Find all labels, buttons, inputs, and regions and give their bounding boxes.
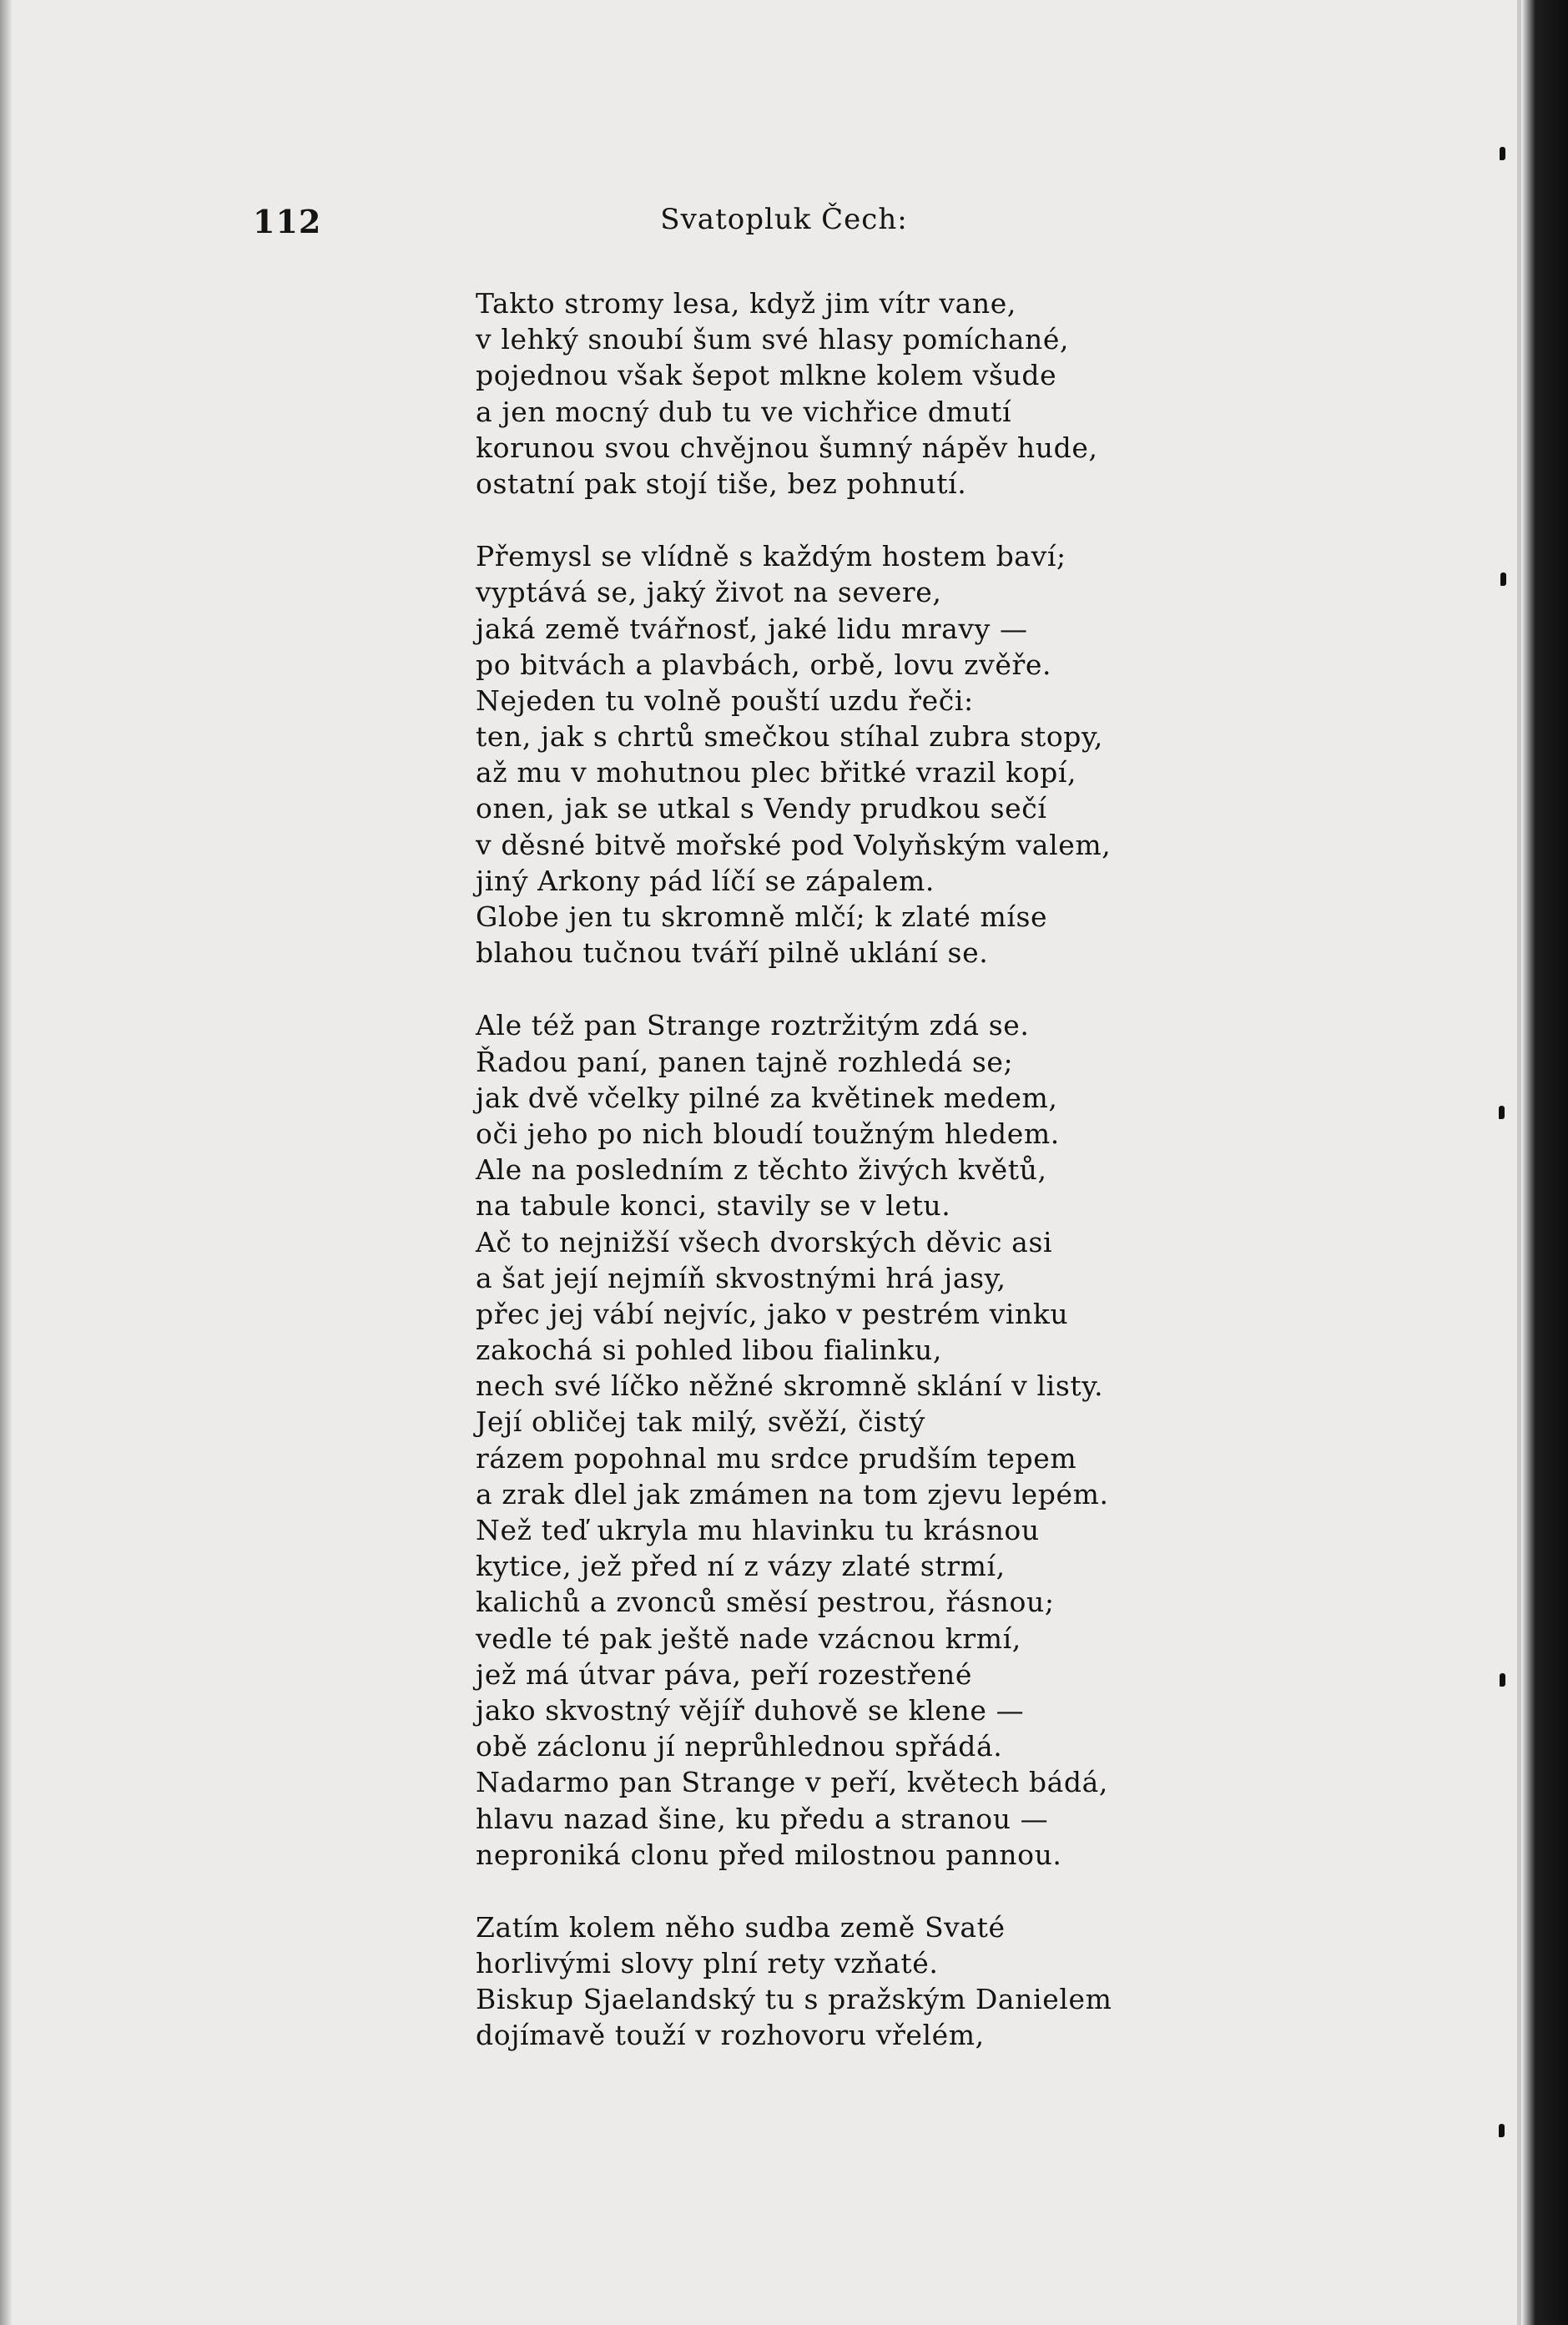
poem-body [476,285,1112,2090]
poem-line: jako skvostný vějíř duhově se klene — [476,1693,1025,1727]
poem-line: Ale na posledním z těchto živých květů, [476,1153,1047,1187]
poem-line: ostatní pak stojí tiše, bez pohnutí. [476,467,967,500]
poem-line: a šat její nejmíň skvostnými hrá jasy, [476,1261,1006,1294]
margin-speck [1499,1106,1505,1119]
poem-line: korunou svou chvějnou šumný nápěv hude, [476,431,1098,464]
poem-line: na tabule konci, stavily se v letu. [476,1189,951,1223]
poem-line: Globe jen tu skromně mlčí; k zlaté míse [476,900,1048,933]
poem-line: Biskup Sjaelandský tu s pražským Danielem [476,1983,1112,2016]
stanza [476,285,1112,502]
poem-line: po bitvách a plavbách, orbě, lovu zvěře. [476,648,1052,681]
stanza [476,538,1112,971]
poem-line: jiný Arkony pád líčí se zápalem. [476,864,935,897]
poem-line: v děsné bitvě mořské pod Volyňským valem, [476,828,1112,861]
poem-line: hlavu nazad šine, ku předu a stranou — [476,1802,1049,1835]
poem-line: pojednou však šepot mlkne kolem všude [476,359,1057,392]
poem-line: rázem popohnal mu srdce prudším tepem [476,1441,1077,1475]
poem-line: v lehký snoubí šum své hlasy pomíchané, [476,323,1070,356]
poem-line: obě záclonu jí neprůhlednou spřádá. [476,1730,1003,1763]
poem-line: jak dvě včelky pilné za květinek medem, [476,1081,1058,1114]
poem-line: Přemysl se vlídně s každým hostem baví; [476,540,1066,573]
poem-line: blahou tučnou tváří pilně uklání se. [476,936,989,970]
poem-line: a zrak dlel jak zmámen na tom zjevu lepém. [476,1477,1109,1510]
poem-line: vyptává se, jaký život na severe, [476,576,942,609]
stanza [476,1007,1112,1873]
poem-line: zakochá si pohled libou fialinku, [476,1334,942,1367]
poem-line: Ač to nejnižší všech dvorských děvic asi [476,1225,1053,1258]
poem-line: Ale též pan Strange roztržitým zdá se. [476,1009,1030,1042]
scan-binding-edge [1521,0,1568,2325]
running-head: Svatopluk Čech: [660,203,908,236]
poem-line: oči jeho po nich bloudí toužným hledem. [476,1117,1060,1150]
poem-line: Nejeden tu volně pouští uzdu řeči: [476,683,974,717]
poem-line: horlivými slovy plní rety vzňaté. [476,1947,939,1980]
poem-line: jež má útvar páva, peří rozestřené [476,1657,972,1691]
stanza [476,1909,1112,2054]
poem-line: a jen mocný dub tu ve vichřice dmutí [476,395,1012,428]
poem-line: Takto stromy lesa, když jim vítr vane, [476,287,1016,320]
poem-line: Zatím kolem něho sudba země Svaté [476,1910,1006,1944]
poem-line: jaká země tvářnosť, jaké lidu mravy — [476,612,1028,645]
poem-line: ten, jak s chrtů smečkou stíhal zubra stopy, [476,720,1103,754]
scan-shadow-left [0,0,12,2325]
poem-line: přec jej vábí nejvíc, jako v pestrém vinku [476,1297,1069,1330]
page-number: 112 [253,203,322,240]
poem-line: nech své líčko něžné skromně sklání v listy. [476,1369,1104,1403]
poem-line: kytice, jež před ní z vázy zlaté strmí, [476,1550,1006,1583]
margin-speck [1500,572,1506,586]
poem-line: vedle té pak ještě nade vzácnou krmí, [476,1621,1021,1655]
poem-line: onen, jak se utkal s Vendy prudkou sečí [476,792,1047,825]
poem-line: až mu v mohutnou plec břitké vrazil kopí, [476,756,1077,789]
poem-line: dojímavě touží v rozhovoru vřelém, [476,2019,985,2052]
margin-speck [1500,147,1505,160]
poem-line: kalichů a zvonců směsí pestrou, řásnou; [476,1586,1055,1619]
margin-speck [1499,2124,1505,2137]
poem-line: Řadou paní, panen tajně rozhledá se; [476,1045,1014,1078]
poem-line: Nadarmo pan Strange v peří, květech bádá, [476,1766,1108,1799]
poem-line: Její obličej tak milý, svěží, čistý [476,1405,925,1439]
margin-speck [1500,1673,1505,1687]
poem-line: neproniká clonu před milostnou pannou. [476,1838,1062,1871]
poem-line: Než teď ukryla mu hlavinku tu krásnou [476,1514,1040,1546]
